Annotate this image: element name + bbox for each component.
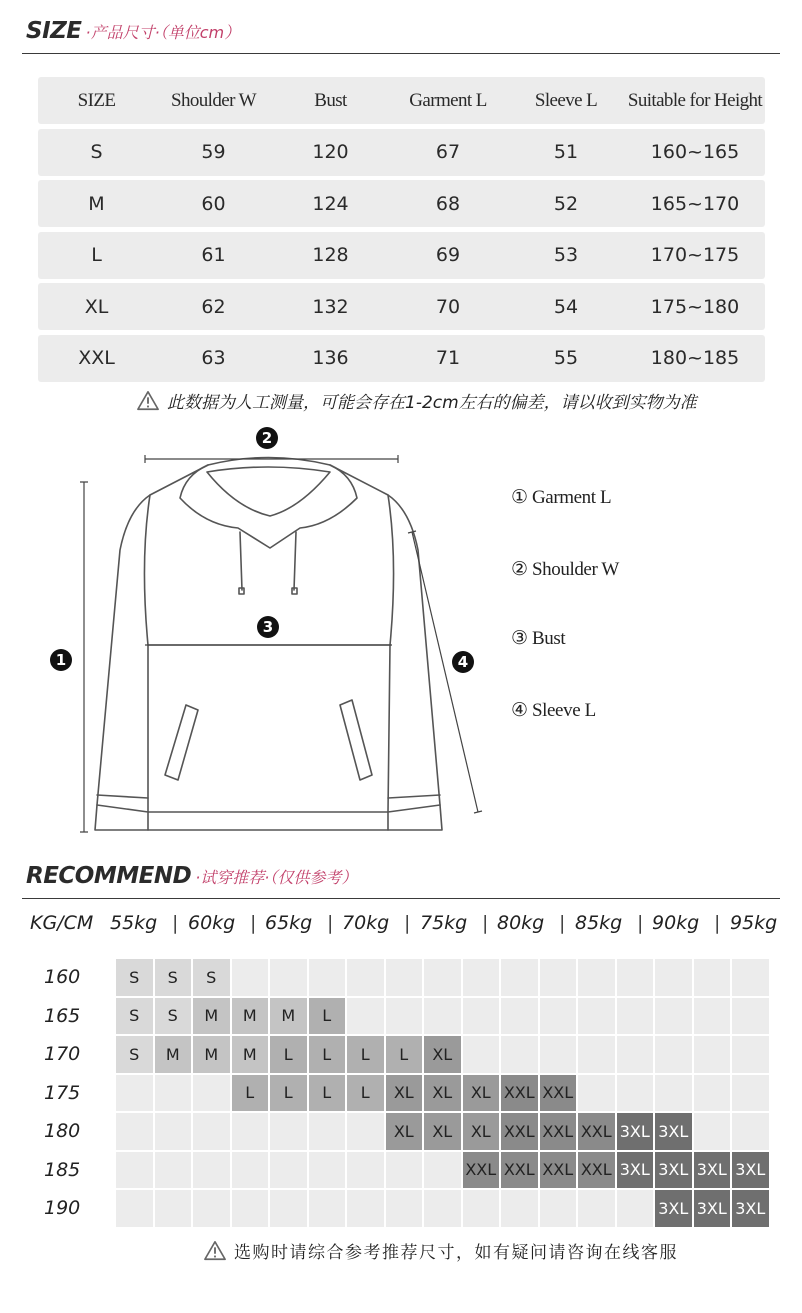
size-table-row [38,335,765,382]
legend-garment-l: ① Garment L [511,487,612,508]
recommend-height-label: 160 [44,966,81,989]
recommend-grid-row [115,1074,770,1113]
recommend-weight-header [30,912,780,942]
recommend-grid-cell [693,958,732,997]
recommend-grid-cell [154,1112,193,1151]
recommend-weight-label: 80kg [497,912,545,934]
recommend-grid-cell: XL [462,1074,501,1113]
recommend-weight-label: 85kg [575,912,623,934]
recommend-grid-cell [231,1189,270,1228]
recommend-grid-cell [731,997,770,1036]
size-table-row [38,283,765,330]
recommend-grid-cell: L [308,1035,347,1074]
recommend-grid-row [115,1151,770,1190]
recommend-grid-cell: 3XL [693,1189,732,1228]
size-divider [22,53,780,54]
size-section-title [26,18,240,44]
size-subtitle: ·产品尺寸·（单位cm） [85,23,241,42]
size-table-cell: 132 [312,295,349,318]
recommend-grid-cell [500,1035,539,1074]
recommend-grid-cell [192,1151,231,1190]
measure-note-text: 此数据为人工测量，可能会存在1-2cm左右的偏差，请以收到实物为准 [167,393,697,413]
recommend-grid-cell: M [192,1035,231,1074]
recommend-grid-cell [423,958,462,997]
recommend-grid-cell [731,1035,770,1074]
recommend-section-title [26,863,357,889]
recommend-grid-cell [654,958,693,997]
recommend-grid-cell [500,958,539,997]
recommend-grid-cell: XXL [462,1151,501,1190]
recommend-grid-cell: S [192,958,231,997]
recommend-grid-cell [346,997,385,1036]
size-table-row [38,129,765,176]
recommend-height-labels [44,958,80,1228]
recommend-grid-cell [654,1035,693,1074]
recommend-weight-separator: | [404,912,411,934]
recommend-weight-separator: | [559,912,566,934]
recommend-grid-cell [192,1074,231,1113]
recommend-grid-cell [115,1151,154,1190]
size-table-cell: 69 [435,244,461,266]
recommend-corner-label: KG/CM [30,912,94,934]
recommend-grid-cell [462,1035,501,1074]
size-table-header-cell: Suitable for Height [627,89,763,111]
recommend-grid-cell [115,1112,154,1151]
recommend-grid-cell [346,958,385,997]
recommend-grid-cell: L [269,1035,308,1074]
recommend-grid-cell [423,1189,462,1228]
recommend-grid-cell: M [269,997,308,1036]
recommend-grid-cell: XL [462,1112,501,1151]
recommend-grid-cell: XXL [577,1112,616,1151]
size-table-cell: XXL [78,347,115,369]
size-table-header-cell: Shoulder W [171,89,256,111]
recommend-grid-cell: 3XL [654,1112,693,1151]
recommend-grid-cell: XL [385,1074,424,1113]
recommend-grid-cell [462,958,501,997]
recommend-grid-row [115,1189,770,1228]
recommend-grid-cell: XL [423,1074,462,1113]
recommend-grid-cell [693,1035,732,1074]
size-table-row [38,232,765,279]
recommend-grid-cell [346,1112,385,1151]
recommend-grid-cell: L [308,1074,347,1113]
recommend-height-label: 165 [44,1004,81,1027]
recommend-height-label: 170 [44,1043,81,1066]
recommend-grid-cell [269,1112,308,1151]
recommend-grid-cell [269,1189,308,1228]
recommend-grid-cell [308,958,347,997]
legend-shoulder-w: ② Shoulder W [511,559,619,580]
recommend-grid-row [115,958,770,997]
size-table-cell: 170~175 [650,244,740,266]
size-table-row [38,180,765,227]
measure-note [137,388,697,413]
size-table-header-cell: SIZE [77,89,116,111]
recommend-weight-separator: | [172,912,179,934]
recommend-grid-cell [577,1074,616,1113]
recommend-weight-separator: | [714,912,721,934]
recommend-grid-cell: 3XL [731,1189,770,1228]
recommend-grid-cell [462,1189,501,1228]
recommend-grid-cell: XXL [500,1151,539,1190]
recommend-grid-cell [693,1074,732,1113]
size-table-cell: 128 [312,244,349,266]
marker-4: 4 [457,653,469,671]
recommend-grid-cell [731,1112,770,1151]
size-table-cell: XL [84,295,109,318]
recommend-height-label: 175 [44,1081,81,1104]
size-table-cell: 120 [312,141,349,163]
size-table-cell: 54 [553,295,579,318]
recommend-grid-cell [616,997,655,1036]
recommend-grid [115,958,770,1228]
recommend-grid-cell [154,1189,193,1228]
recommend-weight-separator: | [250,912,257,934]
recommend-grid-cell [539,958,578,997]
recommend-weight-label: 60kg [188,912,236,934]
recommend-grid-cell: XXL [577,1151,616,1190]
size-table-cell: 165~170 [650,192,740,215]
recommend-grid-cell [539,1035,578,1074]
recommend-grid-cell [577,1035,616,1074]
recommend-grid-cell [231,958,270,997]
marker-3: 3 [262,618,274,636]
recommend-height-label: 190 [44,1197,81,1220]
recommend-note-text: 选购时请综合参考推荐尺寸，如有疑问请咨询在线客服 [234,1243,678,1263]
recommend-grid-cell [500,1189,539,1228]
recommend-grid-row [115,997,770,1036]
recommend-grid-cell [539,1189,578,1228]
recommend-grid-cell: XXL [500,1074,539,1113]
recommend-grid-cell: 3XL [731,1151,770,1190]
recommend-grid-cell [385,997,424,1036]
marker-2: 2 [261,429,273,447]
recommend-grid-cell [731,958,770,997]
size-table-header-cell: Bust [314,89,347,111]
recommend-grid-cell [385,958,424,997]
size-table-cell: 61 [201,244,226,266]
recommend-grid-cell: L [346,1074,385,1113]
recommend-weight-separator: | [482,912,489,934]
recommend-grid-cell [577,997,616,1036]
size-table-cell: 68 [435,192,461,215]
recommend-grid-cell: L [385,1035,424,1074]
recommend-grid-cell [115,1189,154,1228]
size-table-cell: 63 [201,347,226,369]
legend-sleeve-l: ④ Sleeve L [511,700,596,721]
recommend-grid-cell [385,1189,424,1228]
recommend-grid-cell [693,1112,732,1151]
recommend-grid-cell [693,997,732,1036]
recommend-grid-cell: 3XL [654,1151,693,1190]
recommend-grid-cell: XL [423,1035,462,1074]
recommend-grid-cell: M [192,997,231,1036]
size-table-cell: 136 [312,347,349,369]
recommend-weight-label: 70kg [342,912,390,934]
hood [180,458,357,549]
recommend-height-label: 180 [44,1120,81,1143]
recommend-grid-cell [308,1189,347,1228]
recommend-grid-cell [269,958,308,997]
size-table-cell: 180~185 [650,347,740,369]
size-table-cell: 175~180 [650,295,740,318]
size-table-cell: L [91,244,102,266]
recommend-grid-cell [269,1151,308,1190]
recommend-grid-cell [577,958,616,997]
size-table-cell: 51 [553,141,579,163]
recommend-grid-cell: M [231,997,270,1036]
recommend-grid-cell [346,1151,385,1190]
recommend-grid-cell [192,1189,231,1228]
recommend-grid-cell [654,1074,693,1113]
recommend-grid-cell [423,997,462,1036]
recommend-weight-label: 75kg [420,912,468,934]
recommend-grid-cell [346,1189,385,1228]
recommend-grid-cell: S [115,1035,154,1074]
recommend-weight-separator: | [327,912,334,934]
recommend-grid-cell: L [269,1074,308,1113]
marker-1: 1 [55,651,67,669]
recommend-grid-cell [616,1189,655,1228]
recommend-grid-cell [154,1151,193,1190]
size-table-header-cell: Sleeve L [534,89,598,111]
recommend-grid-cell [616,958,655,997]
recommend-grid-cell [423,1151,462,1190]
recommend-grid-cell: 3XL [616,1151,655,1190]
recommend-grid-cell: M [231,1035,270,1074]
recommend-grid-cell: 3XL [654,1189,693,1228]
recommend-grid-cell [654,997,693,1036]
recommend-grid-cell [154,1074,193,1113]
recommend-grid-cell: XXL [539,1112,578,1151]
recommend-weight-separator: | [637,912,644,934]
recommend-grid-cell: L [308,997,347,1036]
recommend-grid-cell [462,997,501,1036]
size-title: SIZE [26,18,82,44]
recommend-weight-label: 90kg [652,912,700,934]
recommend-title: RECOMMEND [26,863,192,889]
recommend-grid-cell [192,1112,231,1151]
recommend-weight-label: 55kg [110,912,158,934]
recommend-subtitle: ·试穿推荐·（仅供参考） [195,868,358,887]
recommend-grid-cell [308,1151,347,1190]
warning-icon [137,390,159,412]
recommend-weight-label: 65kg [265,912,313,934]
recommend-grid-cell [231,1151,270,1190]
size-table-header-cell: Garment L [409,89,487,111]
size-table-cell: 70 [435,295,461,318]
recommend-grid-cell: M [154,1035,193,1074]
recommend-divider [22,898,780,899]
recommend-grid-cell: XXL [539,1151,578,1190]
recommend-grid-cell [231,1112,270,1151]
size-table-cell: 124 [312,192,349,215]
recommend-grid-cell [616,1074,655,1113]
recommend-grid-cell: L [231,1074,270,1113]
size-table-cell: 67 [435,141,461,163]
size-table-cell: 59 [201,141,226,163]
size-table-cell: S [90,141,103,163]
recommend-grid-cell: S [115,958,154,997]
recommend-grid-cell [385,1151,424,1190]
size-table-header-row [38,77,765,124]
recommend-note [204,1238,678,1263]
size-table [38,77,765,386]
recommend-grid-row [115,1035,770,1074]
recommend-grid-cell: 3XL [616,1112,655,1151]
recommend-grid-cell [500,997,539,1036]
recommend-height-label: 185 [44,1158,81,1181]
recommend-grid-cell: S [154,958,193,997]
recommend-grid-cell: 3XL [693,1151,732,1190]
recommend-grid-cell: S [115,997,154,1036]
hoodie-diagram [0,420,500,850]
recommend-grid-cell [731,1074,770,1113]
size-table-cell: 62 [201,295,226,318]
legend-bust: ③ Bust [511,628,566,649]
recommend-grid-cell [115,1074,154,1113]
recommend-grid-cell [308,1112,347,1151]
size-table-cell: M [88,192,105,215]
recommend-weight-label: 95kg [730,912,778,934]
size-table-cell: 52 [553,192,579,215]
recommend-grid-cell: XXL [539,1074,578,1113]
size-table-cell: 60 [201,192,226,215]
recommend-grid-cell: XL [423,1112,462,1151]
recommend-grid-cell: L [346,1035,385,1074]
recommend-grid-cell: S [154,997,193,1036]
size-table-cell: 160~165 [650,141,740,163]
recommend-grid-cell: XL [385,1112,424,1151]
recommend-grid-cell: XXL [500,1112,539,1151]
recommend-grid-cell [539,997,578,1036]
warning-icon [204,1240,226,1262]
size-table-cell: 55 [553,347,579,369]
size-table-cell: 71 [435,347,461,369]
recommend-grid-cell [616,1035,655,1074]
recommend-grid-cell [577,1189,616,1228]
recommend-grid-row [115,1112,770,1151]
size-table-cell: 53 [553,244,579,266]
